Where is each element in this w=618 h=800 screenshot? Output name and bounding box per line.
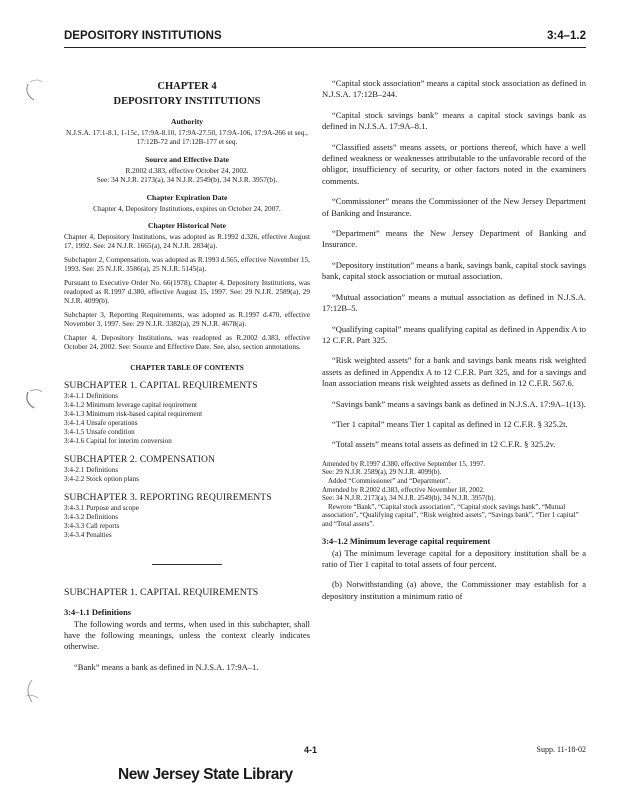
definition-paragraph: “Mutual association” means a mutual association as defined in N.J.S.A. 17:12B–5. <box>322 291 586 314</box>
toc-list <box>64 466 310 484</box>
source-text: R.2002 d.383, effective October 24, 2002. <box>125 165 249 175</box>
history-line: Added “Commissioner” and “Department”. <box>328 476 451 485</box>
toc-item: 3:4-2.1 Definitions <box>64 465 118 474</box>
subchapter-heading: SUBCHAPTER 1. CAPITAL REQUIREMENTS <box>64 586 259 598</box>
definition-paragraph: “Risk weighted assets” for a bank and savings bank means risk weighted assets as defined in Appendix A to 12 C.F.R. Part 325, and for a savings and loan association means risk weighted assets as defined in 12 C.F.R. 567.6. <box>322 355 586 389</box>
history-line: See: 34 N.J.R. 2173(a), 34 N.J.R. 2549(b), 34 N.J.R. 3957(b). <box>322 494 496 503</box>
authority-text: N.J.S.A. 17:1-8.1, 1-15c, 17:9A-8.10, 17:9A-27.50, 17:9A-106, 17:9A-266 et seq., 17:12B-72 and 17:12B-177 et seq. <box>66 128 308 147</box>
header-section-number: 3:4–1.2 <box>546 30 586 42</box>
library-stamp: New Jersey State Library <box>118 766 293 783</box>
toc-item: 3:4-1.4 Unsafe operations <box>64 418 138 427</box>
expiration-heading: Chapter Expiration Date <box>146 192 228 202</box>
historical-note: Chapter 4, Depository Institutions, was readopted as R.2002 d.383, effective October 24, 2002. See: Source and Effective Date. See, also, section annotations. <box>64 332 310 352</box>
definition-paragraph: “Commissioner” means the Commissioner of the New Jersey Department of Banking and Insurance. <box>322 196 586 218</box>
history-line: Amended by R.1997 d.380, effective September 15, 1997. <box>322 459 486 468</box>
section-title: 3:4–1.2 Minimum leverage capital requirement <box>322 536 491 546</box>
history-line: Amended by R.2002 d.383, effective November 18, 2002. <box>322 485 485 494</box>
historical-note: Subchapter 3, Reporting Requirements, was adopted as R.1997 d.470, effective November 3, 1997. See: 29 N.J.R. 3382(a), 29 N.J.R. 4678(a). <box>64 309 310 329</box>
toc-subchapter-1: SUBCHAPTER 1. CAPITAL REQUIREMENTS <box>64 379 258 391</box>
source-text: See: 34 N.J.R. 2173(a), 34 N.J.R. 2549(b), 34 N.J.R. 3957(b). <box>96 175 278 185</box>
section-title: 3:4–1.1 Definitions <box>64 607 131 617</box>
toc-item: 3:4-3.2 Definitions <box>64 512 118 521</box>
authority-heading: Authority <box>170 117 204 126</box>
toc-item: 3:4-2.2 Stock option plans <box>64 474 139 483</box>
toc-item: 3:4-3.4 Penalties <box>64 530 112 539</box>
toc-item: 3:4-1.5 Unsafe condition <box>64 427 135 436</box>
historical-note: Chapter 4, Depository Institutions, was adopted as R.1992 d.326, effective August 17, 1992. See: 24 N.J.R. 1665(a), 24 N.J.R. 2834(a). <box>64 232 310 251</box>
running-header <box>64 29 586 48</box>
page-number: 4-1 <box>304 745 318 755</box>
expiration-text: Chapter 4, Depository Institutions, expires on October 24, 2007. <box>93 203 281 213</box>
historical-heading: Chapter Historical Note <box>148 221 226 231</box>
chapter-number: CHAPTER 4 <box>157 81 217 92</box>
body-paragraph: (b) Notwithstanding (a) above, the Commissioner may establish for a depository institution a minimum ratio of <box>322 579 586 601</box>
toc-item: 3:4-1.3 Minimum risk-based capital requirement <box>64 409 203 418</box>
definition-paragraph: “Total assets” means total assets as defined in 12 C.F.R. § 325.2v. <box>332 439 556 450</box>
toc-subchapter-3: SUBCHAPTER 3. REPORTING REQUIREMENTS <box>64 491 272 503</box>
body-paragraph: (a) The minimum leverage capital for a depository institution shall be a ratio of Tier 1 capital to total assets of four percent. <box>322 547 586 569</box>
amendment-history <box>322 460 586 529</box>
definition-paragraph: “Savings bank” means a savings bank as defined in N.J.S.A. 17:9A–1(13). <box>332 398 586 409</box>
binder-hole-mark <box>22 676 52 706</box>
definition-paragraph: “Department” means the New Jersey Department of Banking and Insurance. <box>322 228 586 250</box>
toc-heading: CHAPTER TABLE OF CONTENTS <box>130 363 244 372</box>
body-paragraph: The following words and terms, when used in this subchapter, shall have the following meanings, unless the context clearly indicates otherwise. <box>64 618 310 652</box>
definition-paragraph: “Capital stock association” means a capital stock association as defined in N.J.S.A. 17:12B–244. <box>322 78 586 100</box>
toc-item: 3:4-1.2 Minimum leverage capital requirement <box>64 400 197 409</box>
source-heading: Source and Effective Date <box>144 154 229 164</box>
right-column <box>322 78 586 611</box>
binder-hole-mark <box>22 76 52 106</box>
left-column <box>64 78 310 682</box>
chapter-title: DEPOSITORY INSTITUTIONS <box>113 96 261 107</box>
toc-subchapter-2: SUBCHAPTER 2. COMPENSATION <box>64 453 216 465</box>
definition-paragraph: “Depository institution” means a bank, savings bank, capital stock savings bank, capital stock association or mutual association. <box>322 259 586 282</box>
historical-note: Subchapter 2, Compensation, was adopted as R.1993 d.565, effective November 15, 1993. See: 25 N.J.R. 3586(a), 25 N.J.R. 5145(a). <box>64 254 310 274</box>
header-title: DEPOSITORY INSTITUTIONS <box>64 30 222 42</box>
history-line: Rewrote “Bank”, “Capital stock association”, “Capital stock savings bank”, “Mutual association”, “Qualifying capital”, “Risk weighted assets”, “Savings bank”, “Tier 1 capital” and “Total assets”. <box>322 502 579 528</box>
definition-paragraph: “Tier 1 capital” means Tier 1 capital as defined in 12 C.F.R. § 325.2t. <box>332 418 568 429</box>
section-divider <box>152 564 222 565</box>
supplement-date: Supp. 11-18-02 <box>536 745 586 754</box>
historical-note: Pursuant to Executive Order No. 66(1978), Chapter 4, Depository Institutions, was readopted as R.1997 d.380, effective August 15, 1997. See: 29 N.J.R. 2589(a), 29 N.J.R. 4099(b). <box>64 277 310 306</box>
binder-hole-mark <box>22 386 52 416</box>
definition-paragraph: “Capital stock savings bank” means a capital stock savings bank as defined in N.J.S.A. 17:9A–8.1. <box>322 109 586 132</box>
history-line: See: 29 N.J.R. 2589(a), 29 N.J.R. 4099(b). <box>322 468 442 477</box>
definition-paragraph: “Qualifying capital” means qualifying capital as defined in Appendix A to 12 C.F.R. Part 325. <box>322 323 586 345</box>
toc-item: 3:4-1.1 Definitions <box>64 391 118 400</box>
toc-item: 3:4-3.3 Call reports <box>64 521 120 530</box>
definition-paragraph: “Bank” means a bank as defined in N.J.S.A. 17:9A–1. <box>74 661 259 672</box>
toc-list <box>64 392 310 446</box>
toc-item: 3:4-1.6 Capital for interim conversion <box>64 436 172 445</box>
toc-item: 3:4-3.1 Purpose and scope <box>64 503 139 512</box>
definition-paragraph: “Classified assets” means assets, or portions thereof, which have a well defined weakness or weaknesses attributable to the unfavorable record of the obligor, insufficiency of security, or other factors noted in the examiners comments. <box>322 141 586 186</box>
toc-list <box>64 504 310 540</box>
